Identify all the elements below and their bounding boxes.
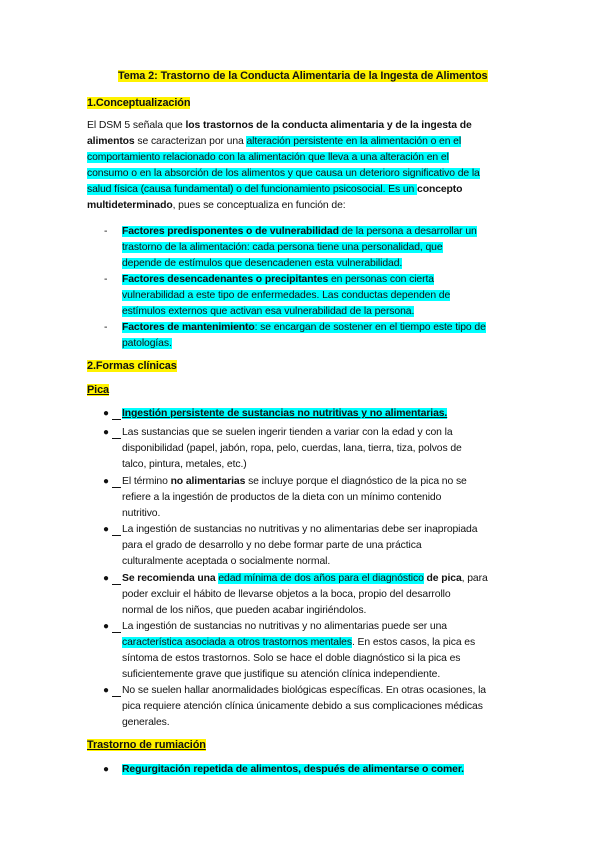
pica-heading-text: Pica — [87, 384, 110, 396]
bullet-icon: ● — [103, 408, 110, 419]
list-item-line — [122, 457, 247, 472]
text-run-highlight: en personas con cierta — [328, 274, 434, 285]
list-item-line — [122, 603, 366, 618]
text-run: pica requiere atención clínica únicamente debido a sus complicaciones médicas — [122, 701, 483, 712]
list-item-line — [122, 272, 434, 287]
text-run: refiere a la ingestión de productos de la dieta con un mínimo contenido — [122, 492, 442, 503]
text-run-highlight: comportamiento relacionado con la alimentación que lleva a una alteración en el — [87, 152, 449, 163]
text-run-bold: los trastornos de la conducta alimentaria y de la ingesta de — [185, 120, 472, 131]
text-run-bold: Factores de mantenimiento — [122, 322, 255, 333]
bullet-icon: ● — [103, 573, 110, 584]
list-item-line — [122, 256, 402, 271]
text-run-highlight: edad mínima de dos años para el diagnóstico — [218, 573, 424, 584]
list-item-line — [122, 320, 486, 335]
list-item-line — [122, 571, 488, 586]
bullet-icon: ● — [103, 685, 110, 696]
text-run: Las sustancias que se suelen ingerir tienden a variar con la edad y con la — [122, 427, 453, 438]
text-run: normal de los niños, que pueden acabar ingiriéndolos. — [122, 605, 367, 616]
text-run: , pues se conceptualiza en función de: — [172, 200, 346, 211]
text-run: El término — [122, 476, 171, 487]
section-heading-formas-clinicas — [87, 359, 177, 374]
text-run-bold: Se recomienda una — [122, 573, 219, 584]
text-run-bold: Factores desencadenantes o precipitantes — [122, 274, 329, 285]
list-item-line — [122, 336, 172, 351]
list-item-line — [122, 619, 447, 634]
list-dash: - — [104, 322, 108, 333]
text-run: No se suelen hallar anormalidades biológicas específicas. En otras ocasiones, la — [122, 685, 486, 696]
text-run: generales. — [122, 717, 170, 728]
text-run: talco, pintura, metales, etc.) — [122, 459, 247, 470]
bullet-underline — [112, 419, 121, 420]
bullet-icon: ● — [103, 621, 110, 632]
text-run: se incluye porque el diagnóstico de la pica no se — [245, 476, 467, 487]
text-run: síntoma de estos trastornos. Solo se hace el doble diagnóstico si la pica es — [122, 653, 461, 664]
paragraph-line — [87, 182, 462, 197]
text-run: poder excluir el hábito de llevarse objetos a la boca, propio del desarrollo — [122, 589, 451, 600]
text-run-highlight: alteración persistente en la alimentación o en el — [246, 136, 462, 147]
document-title — [118, 69, 488, 84]
paragraph-line — [87, 118, 472, 133]
paragraph-line — [87, 134, 461, 149]
text-run-bold: concepto — [417, 184, 463, 195]
list-item-line — [122, 715, 170, 730]
bullet-icon: ● — [103, 764, 110, 775]
text-run: para el grado de desarrollo y no debe formar parte de una práctica — [122, 540, 422, 551]
text-run-bold: Ingestión persistente de sustancias no nutritivas y no alimentarias. — [122, 408, 448, 419]
text-run: , para — [461, 573, 488, 584]
rumiacion-heading-text: Trastorno de rumiación — [87, 739, 206, 751]
text-run: culturalmente aceptada o socialmente normal. — [122, 556, 331, 567]
text-run: se caracterizan por una — [134, 136, 247, 147]
text-run-bold: de pica — [423, 573, 462, 584]
list-dash: - — [104, 226, 108, 237]
list-item-line — [122, 406, 447, 421]
bullet-underline — [112, 438, 121, 439]
bullet-underline — [112, 487, 121, 488]
list-dash: - — [104, 274, 108, 285]
list-item-line — [122, 667, 440, 682]
bullet-underline — [112, 535, 121, 536]
list-item-line — [122, 288, 450, 303]
list-item-line — [122, 762, 464, 777]
section2-heading-text: 2.Formas clínicas — [87, 360, 177, 372]
text-run-highlight: trastorno de la alimentación: cada persona tiene una personalidad, que — [122, 242, 443, 253]
text-run: La ingestión de sustancias no nutritivas y no alimentarias debe ser inapropiada — [122, 524, 478, 535]
list-item-line — [122, 224, 477, 239]
bullet-underline — [112, 696, 121, 697]
list-item-line — [122, 538, 422, 553]
list-item-line — [122, 474, 467, 489]
list-item-line — [122, 506, 160, 521]
text-run-bold: multideterminado — [87, 200, 173, 211]
text-run-bold: Factores predisponentes o de vulnerabilidad — [122, 226, 339, 237]
text-run: El DSM 5 señala que — [87, 120, 186, 131]
paragraph-line — [87, 150, 449, 165]
text-run-highlight: característica asociada a otros trastornos mentales — [122, 637, 352, 648]
list-item-line — [122, 635, 475, 650]
text-run: disponibilidad (papel, jabón, ropa, pelo, cuerdas, lana, tierra, tiza, polvos de — [122, 443, 462, 454]
text-run-highlight: patologías. — [122, 338, 172, 349]
text-run-highlight: salud física (causa fundamental) o del funcionamiento psicosocial. Es un — [87, 184, 418, 195]
list-item-line — [122, 441, 462, 456]
paragraph-line — [87, 198, 346, 213]
text-run-highlight: consumo o en la absorción de los alimentos y que causa un deterioro significativo de la — [87, 168, 480, 179]
text-run-highlight: : se encargan de sostener en el tiempo este tipo de — [254, 322, 486, 333]
bullet-icon: ● — [103, 476, 110, 487]
bullet-icon: ● — [103, 427, 110, 438]
list-item-line — [122, 304, 414, 319]
list-item-line — [122, 240, 443, 255]
bullet-icon: ● — [103, 524, 110, 535]
list-item-line — [122, 554, 330, 569]
title-text: Tema 2: Trastorno de la Conducta Alimentaria de la Ingesta de Alimentos — [118, 70, 488, 82]
list-item-line — [122, 651, 460, 666]
list-item-line — [122, 425, 453, 440]
list-item-line — [122, 587, 451, 602]
list-item-line — [122, 522, 477, 537]
subheading-rumiacion — [87, 738, 206, 753]
paragraph-line — [87, 166, 480, 181]
section1-heading-text: 1.Conceptualización — [87, 97, 191, 109]
list-item-line — [122, 683, 486, 698]
text-run: . En estos casos, la pica es — [351, 637, 476, 648]
text-run-bold: alimentos — [87, 136, 135, 147]
text-run-highlight: vulnerabilidad a este tipo de enfermedades. Las conductas dependen de — [122, 290, 451, 301]
text-run: La ingestión de sustancias no nutritivas y no alimentarias puede ser una — [122, 621, 447, 632]
text-run: nutritivo. — [122, 508, 161, 519]
text-run-highlight: de la persona a desarrollar un — [338, 226, 477, 237]
subheading-pica — [87, 383, 109, 398]
text-run-highlight: depende de estímulos que desencadenen esta vulnerabilidad. — [122, 258, 403, 269]
text-run-bold: no alimentarias — [170, 476, 246, 487]
text-run-bold: Regurgitación repetida de alimentos, después de alimentarse o comer. — [122, 764, 464, 775]
bullet-underline — [112, 632, 121, 633]
text-run-highlight: estímulos externos que activan esa vulnerabilidad de la persona. — [122, 306, 415, 317]
text-run: suficientemente grave que justifique su atención clínica independiente. — [122, 669, 441, 680]
bullet-underline — [112, 584, 121, 585]
section-heading-conceptualizacion — [87, 96, 190, 111]
list-item-line — [122, 699, 483, 714]
list-item-line — [122, 490, 441, 505]
